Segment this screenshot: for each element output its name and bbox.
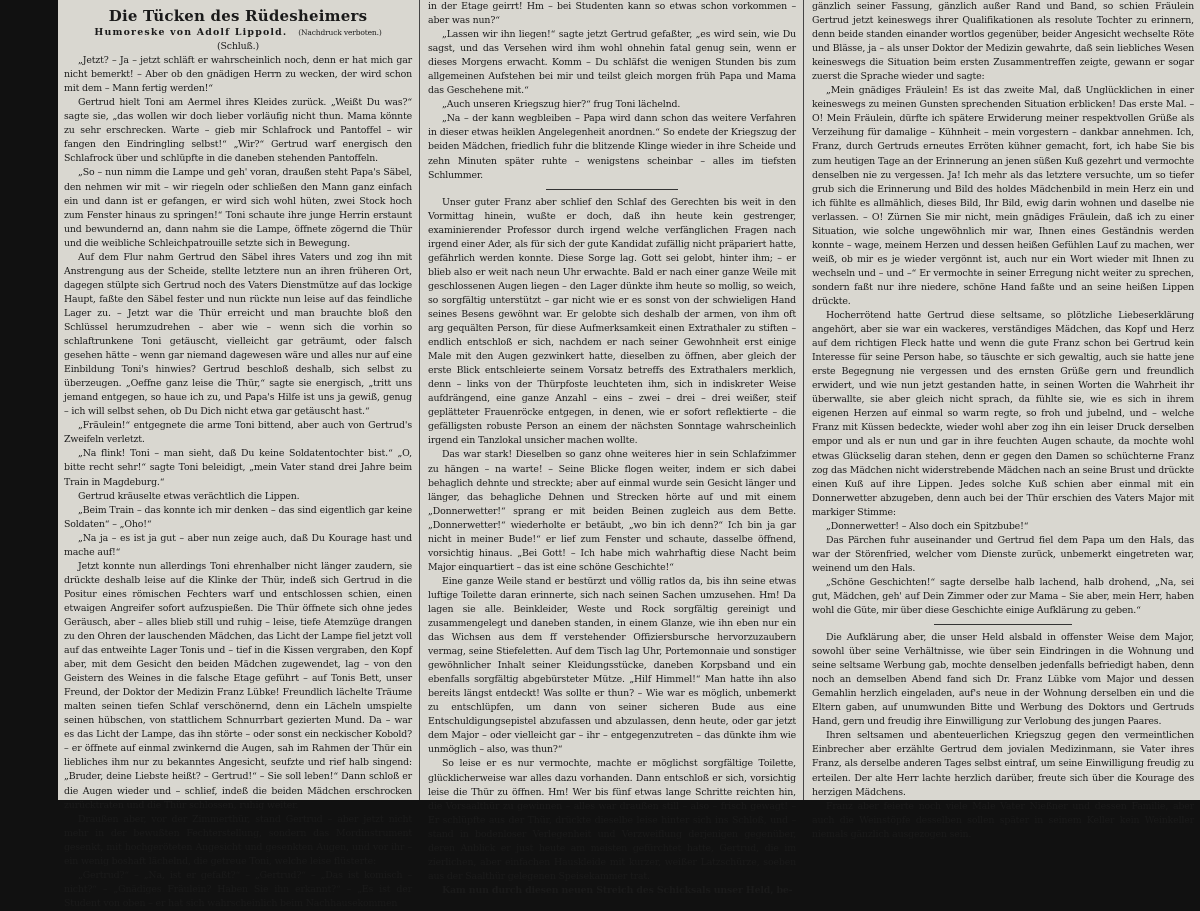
paragraph: Ihren seltsamen und abenteuerlichen Kriegszug gegen den vermeintlichen Einbrecher aber erzählte Gertrud dem jovialen Medizinmann, sie Vater ihres Franz, als derselbe anderen Tages selbst eintraf, um seine Einwilligung freudig zu erteilen. Der alte Herr lachte herzlich darüber, freute sich über die Kourage des herzigen Mädchens. <box>812 730 1194 798</box>
paragraph: So leise er es nur vermochte, machte er möglichst sorgfältige Toilette, glücklicherweise war alles dazu vorhanden. Dann entschloß er sich, vorsichtig leise die Thür zu öffnen. Hm! Wer bis fünf etwas lange Schritte reichten hin, die Vorsaalthür zu gewinnen – alles war draußen still – also – frisch gewagt! – Er schlüpfte aus der Thür, drückte dieselbe leise hinter sich ins Schloß, und – stand in bodenloser Verlegenheit und Verzweiflung derjenigen gegenüber, deren Anblick er just heute am meisten gefürchtet hatte, Gertrud, die im zierlichen, aber einfachen Hauskleide mit kurzer, weißer Latzschürze, soeben aus der Saalthür gelegenen Speisekammer trat. <box>428 758 796 882</box>
column-rule-2 <box>803 0 804 800</box>
paragraph: gänzlich seiner Fassung, gänzlich außer Rand und Band, so schien Fräulein Gertrud jetzt keineswegs ihrer Qualifikationen als resolute Tochter zu erinnern, denn beide standen einander wortlos gegenüber, beider Angesicht wechselte Röte und Blässe, ja – als unser Doktor der Medizin gewahrte, daß sein liebliches Wesen keineswegs die Situation beim ersten Zusammentreffen zeigte, gewann er sogar zuerst die Sprache wieder und sagte: <box>812 1 1194 83</box>
column-left <box>58 0 418 909</box>
paragraph: Gertrud hielt Toni am Aermel ihres Kleides zurück. „Weißt Du was?“ sagte sie, „das wollen wir doch lieber vorläufig nicht thun. Mama könnte zu sehr erschrecken. Warte – gieb mir Schlafrock und Pantoffel – wir fangen den Eindringling selbst!“ „Wir?“ Gertrud warf energisch den Schlafrock über und schlüpfte in die daneben stehenden Pantoffeln. <box>64 97 412 165</box>
paragraph: „Na flink! Toni – man sieht, daß Du keine Soldatentochter bist.“ „O, bitte recht sehr!“ sagte Toni beleidigt, „mein Vater stand drei Jahre beim Train in Magdeburg.“ <box>64 448 412 488</box>
column-left-text <box>64 54 412 911</box>
column-middle <box>422 0 802 896</box>
paragraph: „Na ja – es ist ja gut – aber nun zeige auch, daß Du Kourage hast und mache auf!“ <box>64 532 412 558</box>
column-right <box>806 0 1200 840</box>
article-title: Die Tücken des Rüdesheimers <box>108 7 368 25</box>
section-divider <box>934 624 1072 625</box>
paragraph: Das war stark! Dieselben so ganz ohne weiteres hier in sein Schlafzimmer zu hängen – na warte! – Seine Blicke flogen weiter, indem er sich dabei behaglich dehnte und streckte; aber auf einmal wurde sein Gesicht länger und länger, das behagliche Dehnen und Strecken hörte auf und mit einem „Donnerwetter!“ sprang er mit beiden Beinen zugleich aus dem Bette. „Donnerwetter!“ wiederholte er betäubt, „wo bin ich denn?“ Ich bin ja gar nicht in meiner Bude!“ er lief zum Fenster und schaute, dasselbe öffnend, vorsichtig hinaus. „Bei Gott! – Ich habe mich wahrhaftig diese Nacht beim Major einquartiert – das ist eine schöne Geschichte!“ <box>428 449 796 573</box>
column-middle-text <box>428 0 796 898</box>
paragraph: „Fräulein!“ entgegnete die arme Toni bittend, aber auch von Gertrud's Zweifeln verletzt. <box>64 420 412 446</box>
paragraph: Unser guter Franz aber schlief den Schlaf des Gerechten bis weit in den Vormittag hinein, wußte er doch, daß ihn heute kein gestrenger, examinierender Professor durch irgend welche verfänglichen Fragen nach irgend einer Ader, als für sich der gute Kandidat zufällig nicht präpariert hatte, gefährlich werden konnte. Diese Sorge lag. Gott sei gelobt, hinter ihm; – er blieb also er weit nach neun Uhr erwachte. Bald er nach einer ganze Weile mit geschlossenen Augen liegen – den Lager dünkte ihm heute so mollig, so weich, so sorgfältig unterstützt – gar nicht wie er es sonst von der schwieligen Hand seines Besens gewöhnt war. Er gelobte sich deshalb der armen, von ihm oft arg gequälten Person, für diese Aufmerksamkeit einen Extrathaler zu stiften – endlich entschloß er sich, nachdem er nach seiner Gewohnheit erst einige Male mit den Augen gezwinkert hatte, dieselben zu öffnen, aber gleich der erste Blick entschleierte seinem Vorsatz betreffs des Extrathalers merklich, denn – links von der Thürpfoste leuchteten ihm, sich in indiskreter Weise aufdrängend, eine ganze Anzahl – eins – zwei – drei – drei weißer, steif geplätteter Frauenröcke entgegen, in denen, wie er sofort reflektierte – die gefälligsten robuste Person an einem der nächsten Sonntage wahrscheinlich irgend ein Tanzlokal unsicher machen wollte. <box>428 196 796 447</box>
section-divider <box>546 189 678 190</box>
newspaper-page <box>58 0 1200 909</box>
paragraph: „Na – der kann wegbleiben – Papa wird dann schon das weitere Verfahren in dieser etwas heiklen Angelegenheit anordnen.“ So endete der Kriegszug der beiden Mädchen, friedlich fuhr die blitzende Klinge wieder in ihre Scheide und zehn Minuten später ruhte – wenigstens scheinbar – alles im tiefsten Schlummer. <box>428 113 796 181</box>
paragraph: Franz aber feierte noch viele Male Vater Nießner und dessen Familie, aber auch die Weinstöpfe desselben sollen später in seinem Keller kein Weinkeller niemals gänzlich ausgezogen sein. <box>812 800 1194 840</box>
paragraph: „Jetzt? – Ja – jetzt schläft er wahrscheinlich noch, denn er hat mich gar nicht bemerkt! – Aber ob den gnädigen Herrn zu wecken, der wird schon mit dem – Mann fertig werden!“ <box>64 55 412 95</box>
article-part: (Schluß.) <box>217 41 259 53</box>
column-right-text <box>812 0 1194 842</box>
paragraph: in der Etage geirrt! Hm – bei Studenten kann so etwas schon vorkommen – aber was nun?“ <box>428 1 796 27</box>
paragraph: „So – nun nimm die Lampe und geh' voran, draußen steht Papa's Säbel, den nehmen wir mit – wir riegeln oder schließen den Mann ganz einfach ein und dann ist er gefangen, er wird sich wohl hüten, zwei Stock hoch zum Fenster hinaus zu springen!“ Toni schaute ihre junge Herrin erstaunt und bewundernd an, dann nahm sie die Lampe, öffnete zögernd die Thür und die weibliche Schleichpatrouille setzte sich in Bewegung. <box>64 167 412 249</box>
paragraph: „Gertrud?“ – „Na, ist er gefaßt?“ – „Gertrud?“ – „Das ist komisch – nicht?“ – „Gnädiges Fräulein? Haben Sie ihn erkannt?“ – „Es ist der Student von oben – er hat sich wahrscheinlich beim Nachhausekommen <box>64 869 412 909</box>
paragraph: Gertrud kräuselte etwas verächtlich die Lippen. <box>78 490 300 502</box>
paragraph: Draußen aber, vor der Zimmerthür, stand Gertrud – aber jetzt nicht mehr in der bewußten Fechterstellung, sondern das Mordinstrument gesenkt, mit hochgeröteten Angesicht und gesenkten Augen, und vor ihr – ein wenig boshaft lächelnd, die getreue Toni, welche leise flüsterte: <box>64 813 412 867</box>
column-rule-1 <box>419 0 420 800</box>
paragraph: „Auch unseren Kriegszug hier?“ frug Toni lächelnd. <box>442 99 681 111</box>
article-byline <box>64 26 412 40</box>
paragraph: Kam nun durch diesen neuen Streich des Schicksals unser Held, be- <box>442 884 793 896</box>
paragraph: Jetzt konnte nun allerdings Toni ehrenhalber nicht länger zaudern, sie drückte deshalb leise auf die Klinke der Thür, indeß sich Gertrud in die Positur eines römischen Fechters warf und entschlossen schien, einen etwaigen Angreifer sofort aufzuspießen. Die Thür öffnete sich ohne jedes Geräusch, aber – alles blieb still und ruhig – leise, tiefe Atemzüge drangen zu den Ohren der lauschenden Mädchen, das Licht der Lampe fiel jetzt voll auf das entweihte Lager Tonis und – tief in die Kissen vergraben, den Kopf aber, mit dem Gesicht den beiden Mädchen zugewendet, lag – von den Geistern des Weines in die falsche Etage geführt – auf Tonis Bett, unser Freund, der Doktor der Medizin Franz Lübke! Freundlich lächelte Träume malten seinen tiefen Schlaf verschönernd, denn ein Lächeln umspielte seinen hübschen, von stattlichem Schnurrbart gezierten Mund. Da – war es das Licht der Lampe, das ihn störte – oder sonst ein neckischer Kobold? – er öffnete auf einmal zwinkernd die Augen, sah im Rahmen der Thür ein liebliches ihm nur zu bekanntes Angesicht, seufzte und rief halb singend: „Bruder, deine Liebste heißt? – Gertrud!“ – Sie soll leben!“ Dann schloß er die Augen wieder und – schlief, indeß die beiden Mädchen erschrocken zurücktraten und die Thür schlossen, ruhig weiter. <box>64 560 412 811</box>
paragraph: „Schöne Geschichten!“ sagte derselbe halb lachend, halb drohend, „Na, sei gut, Mädchen, geh' auf Dein Zimmer oder zur Mama – Sie aber, mein Herr, haben wohl die Güte, mir über diese Geschichte einige Aufklärung zu geben.“ <box>812 576 1194 617</box>
reprint-notice: (Nachdruck verboten.) <box>298 28 382 37</box>
paragraph: Das Pärchen fuhr auseinander und Gertrud fiel dem Papa um den Hals, das war der Störenfried, welcher vom Dienste zurück, unbemerkt eingetreten war, weinend um den Hals. <box>812 534 1194 574</box>
paragraph: „Mein gnädiges Fräulein! Es ist das zweite Mal, daß Unglücklichen in einer keineswegs zu meinen Gunsten sprechenden Situation erblicken! Das erste Mal. – O! Mein Fräulein, dürfte ich spätere Erwiderung meiner respektvollen Grüße als Verzeihung für damalige – Kühnheit – mein vorgestern – dankbar annehmen. Ich, Franz, durch Gertruds erneutes Erröten kühner gemacht, fort, ich habe Sie bis zum heutigen Tage an der Erinnerung an jenen süßen Kuß gezehrt und vermochte denselben nie zu vergessen. Ja! Ich mehr als das letztere versuchte, um so tiefer grub sich die Erinnerung und Bild des holdes Mädchenbild in mein Herz ein und ich fühlte es allmählich, dieses Bild, Ihr Bild, ewig darin wohnen und daselbe nie verlassen. – O! Zürnen Sie mir nicht, mein gnädiges Fräulein, daß ich zu einer Situation, wie solche ungewöhnlich mir war, Ihnen eines Geständnis werden konnte – wage, meinem Herzen und dessen heißen Gefühlen Lauf zu machen, wer weiß, ob mir es je wieder vergönnt ist, auch nur ein Wort wieder mit Ihnen zu wechseln und – und –“ Er vermochte in seiner Erregung nicht weiter zu sprechen, sondern faßt nur ihre niedere, schöne Hand faßte und an seine heißen Lippen drückte. <box>812 85 1194 307</box>
paragraph: „Lassen wir ihn liegen!“ sagte jetzt Gertrud gefaßter, „es wird sein, wie Du sagst, und das Versehen wird ihm wohl ohnehin fatal genug sein, wenn er dieses Morgens erwacht. Komm – Du schläfst die wenigen Stunden bis zum allgemeinen Aufstehen bei mir und teilst gleich morgen früh Papa und Mama das Geschehene mit.“ <box>428 29 796 97</box>
paragraph: Eine ganze Weile stand er bestürzt und völlig ratlos da, bis ihn seine etwas luftige Toilette daran erinnerte, sich nach seinen Sachen umzusehen. Hm! Da lagen sie alle. Beinkleider, Weste und Rock sorgfältig gereinigt und zusammengelegt und daneben standen, in einem Glanze, wie ihn eben nur ein das Wichsen aus dem ff verstehender Offiziersbursche hervorzuzaubern vermag, seine Stiefeletten. Auf dem Tisch lag Uhr, Portemonnaie und sonstiger gewöhnlicher Inhalt seiner Kleidungsstücke, daneben Korpsband und ein ebenfalls sorgfältig abgebürsteter Mütze. „Hilf Himmel!“ Man hatte ihn also bereits längst entdeckt! Was sollte er thun? – Wie war es möglich, unbemerkt zu entschlüpfen, um dann von seiner sicheren Bude aus eine Entschuldigungsepistel abzufassen und abzulassen, denn heute, oder gar jetzt dem Major – oder vielleicht gar – ihr – entgegenzutreten – das dünkte ihm wie unmöglich – also, was thun?“ <box>428 575 796 756</box>
paragraph: „Beim Train – das konnte ich mir denken – das sind eigentlich gar keine Soldaten“ – „Oho!“ <box>64 504 412 530</box>
paragraph: „Donnerwetter! – Also doch ein Spitzbube!“ <box>826 520 1029 532</box>
article-author: Humoreske von Adolf Lippold. <box>94 27 288 38</box>
paragraph: Hocherrötend hatte Gertrud diese seltsame, so plötzliche Liebeserklärung angehört, aber sie war ein wackeres, verständiges Mädchen, das Kopf und Herz auf dem richtigen Fleck hatte und wenn die gute Franz schon bei Gertrud kein Interesse für seine Person habe, so täuschte er sich gewaltig, auch sie hatte jene erste Begegnung nie vergessen und des ernsten Grüße gern und freundlich erwidert, und wie nun jetzt gestanden hatte, in seinen Worten die Wahrheit ihr überwallte, sie aber gleich nicht sprach, da fühlte sie, wie es sich in ihrem eigenen Herzen auf einmal so warm regte, so froh und jubelnd, und – welche Franz mit Küssen bedeckte, wieder wohl aber zog ihn ein leiser Druck derselben empor und als er nun und gar in ihre feuchten Augen schaute, da mochte wohl etwas Glückselig daran stehen, denn er gegen den Damen so schüchterne Franz zog das Mädchen nicht widerstrebende Mädchen nach an seine Brust und drückte einen Kuß auf ihre Lippen. Jedes solche Kuß schien aber einmal mit ein Donnerwetter abzugeben, denn auch bei der Thür erschien des Vaters Major mit markiger Stimme: <box>812 310 1194 518</box>
paragraph: Die Aufklärung aber, die unser Held alsbald in offenster Weise dem Major, sowohl über seine Verhältnisse, wie über sein Eindringen in die Wohnung und seine seltsame Werbung gab, mochte denselben jedenfalls befriedigt haben, denn noch an demselben Abend fand sich Dr. Franz Lübke vom Major und dessen Gemahlin herzlich eingeladen, auf's neue in der Wohnung derselben ein und die Eltern gaben, auf unumwunden Bitte und Werbung des Doktors und Gertruds Hand, gern und freudig ihre Einwilligung zur Verlobung des jungen Paares. <box>812 632 1194 728</box>
paragraph: Auf dem Flur nahm Gertrud den Säbel ihres Vaters und zog ihn mit Anstrengung aus der Scheide, stellte letztere nun an ihren früheren Ort, dagegen stülpte sich Gertrud noch des Vaters Dienstmütze auf das lockige Haupt, faßte den Säbel fester und nun rückte nun leise auf das feindliche Lager zu. – Jetzt war die Thür erreicht und man brauchte bloß den Schlüssel herumzudrehen – aber wie – wenn sich die vorhin so schlaftrunkene Toni getäuscht, vielleicht gar geträumt, oder falsch gesehen hätte – wenn gar niemand dagewesen wäre und alles nur auf eine Einbildung Toni's hinwies? Gertrud beschloß deshalb, sich selbst zu überzeugen. „Oeffne ganz leise die Thür,“ sagte sie energisch, „tritt uns jemand entgegen, so haue ich zu, und Papa's Hilfe ist uns ja gewiß, genug – ich will selbst sehen, ob Du Dich nicht etwa gar getäuscht hast.“ <box>64 251 412 418</box>
